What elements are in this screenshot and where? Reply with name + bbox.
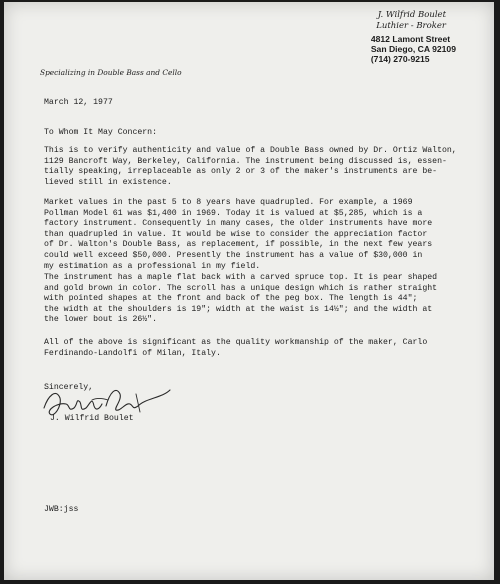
letter-paragraph-4: All of the above is significant as the quality workmanship of the maker, Carlo Ferdinando-Landolfi of Milan, Italy. bbox=[44, 338, 428, 358]
letterhead-street: 4812 Lamont Street bbox=[370, 34, 451, 44]
letter-paragraph-2: Market values in the past 5 to 8 years have quadrupled. For example, a 1969 Pollman Model 61 was $1,400 in 1969. Today it is valued at $5,285, which is a factory instrument. Consequently in many cases, the older instruments have more than quadrupled in value. It would be wise to consider the appreciation factor of Dr. Walton's Double Bass, as replacement, if possible, in the next few years could well exceed $50,000. Presently the instrument has a value of $30,000 in my estimation as a professional in my field. bbox=[44, 198, 433, 271]
letterhead-tagline: Specializing in Double Bass and Cello bbox=[40, 68, 182, 77]
letterhead-city: San Diego, CA 92109 bbox=[370, 44, 456, 54]
letter-closing: Sincerely, bbox=[44, 383, 94, 392]
letter-paragraph-1: This is to verify authenticity and value of a Double Bass owned by Dr. Ortiz Walton, 1129 Bancroft Way, Berkeley, California. The instrument being discussed is, essen- tially speaking, irreplaceable as only 2 or 3 of the maker's instruments are be- lieved still in existence. bbox=[44, 146, 457, 187]
letter-initials: JWB:jss bbox=[44, 505, 79, 514]
letter-signer: J. Wilfrid Boulet bbox=[50, 414, 134, 423]
letter-page bbox=[4, 2, 494, 580]
letterhead-role: Luthier - Broker bbox=[376, 21, 446, 31]
letter-paragraph-3: The instrument has a maple flat back with a carved spruce top. It is pear shaped and gold brown in color. The scroll has a unique design which is rather straight with pointed shapes at the front and back of the peg box. The length is 44"; the width at the shoulders is 19"; width at the waist is 14½"; and the width at the lower bout is 26½". bbox=[44, 273, 438, 325]
letterhead-phone: (714) 270-9215 bbox=[370, 54, 430, 64]
letter-salutation: To Whom It May Concern: bbox=[44, 128, 158, 137]
letterhead-name: J. Wilfrid Boulet bbox=[377, 10, 446, 20]
letter-date: March 12, 1977 bbox=[44, 98, 113, 107]
letterhead bbox=[371, 10, 456, 64]
